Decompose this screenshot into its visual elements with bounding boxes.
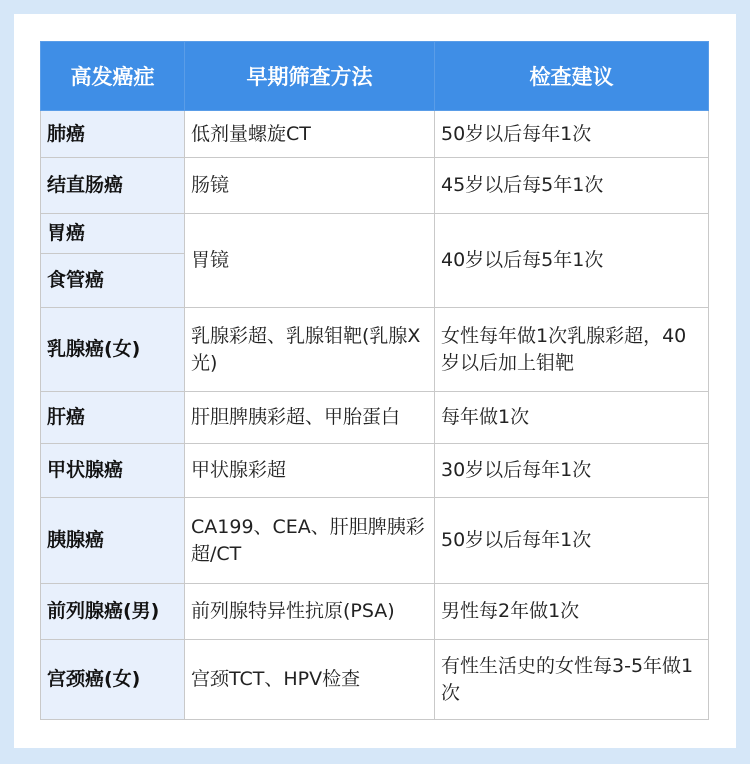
- advice-cell: 每年做1次: [435, 392, 709, 444]
- method-cell: 甲状腺彩超: [185, 444, 435, 498]
- cancer-cell: 肺癌: [41, 111, 185, 158]
- table-row: [41, 640, 709, 720]
- cancer-cell: 胃癌: [41, 214, 185, 254]
- table-row: [41, 498, 709, 584]
- method-cell: 胃镜: [185, 214, 435, 308]
- header-method: 早期筛查方法: [185, 42, 435, 111]
- cancer-cell: 胰腺癌: [41, 498, 185, 584]
- cancer-cell: 前列腺癌(男): [41, 584, 185, 640]
- advice-cell: 男性每2年做1次: [435, 584, 709, 640]
- table-row: [41, 392, 709, 444]
- table-header-row: [41, 42, 709, 111]
- advice-cell: 30岁以后每年1次: [435, 444, 709, 498]
- table-row: [41, 158, 709, 214]
- method-cell: 肠镜: [185, 158, 435, 214]
- header-advice: 检查建议: [435, 42, 709, 111]
- method-cell: 肝胆脾胰彩超、甲胎蛋白: [185, 392, 435, 444]
- advice-cell: 50岁以后每年1次: [435, 111, 709, 158]
- screening-table: [40, 41, 709, 720]
- cancer-cell: 结直肠癌: [41, 158, 185, 214]
- table-row: [41, 111, 709, 158]
- cancer-cell: 甲状腺癌: [41, 444, 185, 498]
- advice-cell: 有性生活史的女性每3-5年做1次: [435, 640, 709, 720]
- advice-cell: 45岁以后每5年1次: [435, 158, 709, 214]
- table-row: [41, 308, 709, 392]
- table-row: [41, 214, 709, 254]
- header-cancer: 高发癌症: [41, 42, 185, 111]
- advice-cell: 40岁以后每5年1次: [435, 214, 709, 308]
- cancer-cell: 乳腺癌(女): [41, 308, 185, 392]
- card: [14, 14, 736, 748]
- cancer-cell: 食管癌: [41, 254, 185, 308]
- cancer-cell: 宫颈癌(女): [41, 640, 185, 720]
- table-row: [41, 444, 709, 498]
- method-cell: 乳腺彩超、乳腺钼靶(乳腺X光): [185, 308, 435, 392]
- advice-cell: 女性每年做1次乳腺彩超，40岁以后加上钼靶: [435, 308, 709, 392]
- method-cell: 前列腺特异性抗原(PSA): [185, 584, 435, 640]
- advice-cell: 50岁以后每年1次: [435, 498, 709, 584]
- cancer-cell: 肝癌: [41, 392, 185, 444]
- table-row: [41, 584, 709, 640]
- method-cell: 低剂量螺旋CT: [185, 111, 435, 158]
- method-cell: CA199、CEA、肝胆脾胰彩超/CT: [185, 498, 435, 584]
- method-cell: 宫颈TCT、HPV检查: [185, 640, 435, 720]
